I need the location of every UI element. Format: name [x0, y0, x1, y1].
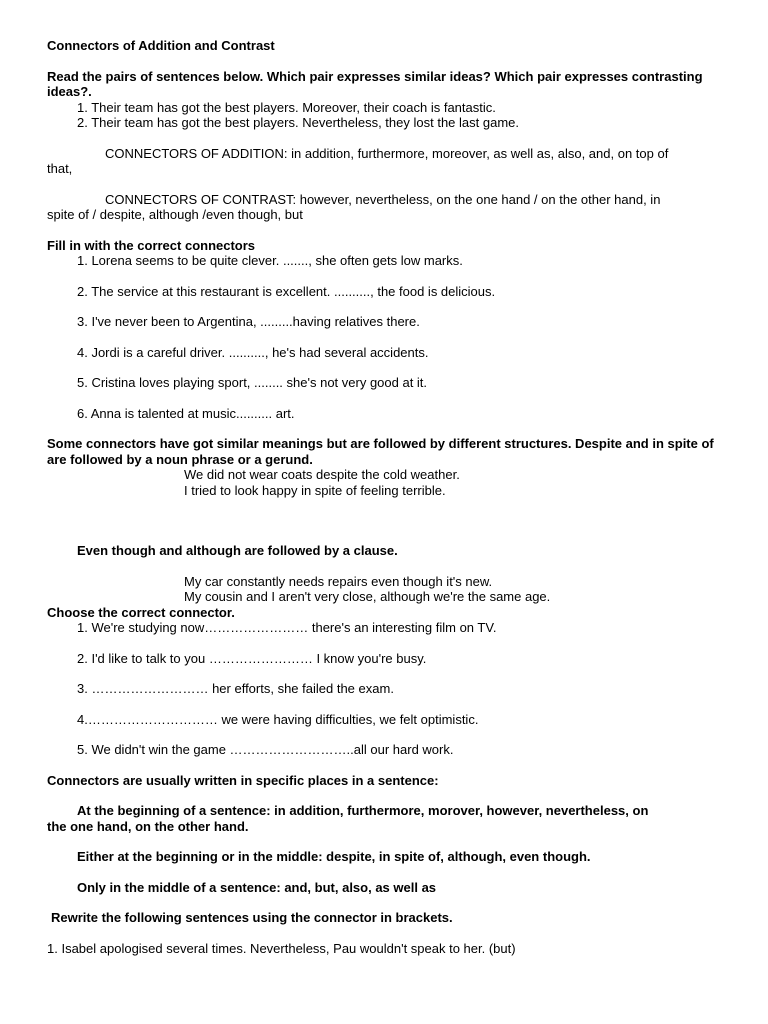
document-title: Connectors of Addition and Contrast	[47, 38, 275, 53]
choose-item-4: 4.………………………… we were having difficulties, we felt optimistic.	[77, 711, 479, 727]
fill-in-heading: Fill in with the correct connectors	[47, 237, 256, 253]
beginning-connectors-line-1: At the beginning of a sentence: in addition, furthermore, morover, however, nevertheless, on	[77, 803, 649, 818]
worksheet-page	[47, 38, 727, 956]
rewrite-heading: Rewrite the following sentences using the connector in brackets.	[51, 910, 453, 925]
fill-item-5: 5. Cristina loves playing sport, ........ she's not very good at it.	[77, 375, 428, 390]
structures-heading: Some connectors have got similar meanings but are followed by different structures. Despite and in spite of are followed by a noun phrase or a gerund.	[47, 436, 714, 467]
contrast-connectors-line-2: spite of / despite, although /even though, but	[47, 207, 303, 222]
rewrite-item-1: 1. Isabel apologised several times. Nevertheless, Pau wouldn't speak to her. (but)	[47, 940, 516, 956]
positions-heading: Connectors are usually written in specific places in a sentence:	[47, 772, 439, 788]
fill-item-6: 6. Anna is talented at music.......... art.	[77, 405, 295, 421]
addition-connectors-line-2: that,	[47, 161, 73, 176]
contrast-connectors-line-1: CONNECTORS OF CONTRAST: however, nevertheless, on the one hand / on the other hand, in	[105, 191, 661, 207]
sentence-pair-1: 1. Their team has got the best players. Moreover, their coach is fantastic.	[77, 99, 496, 115]
choose-heading: Choose the correct connector.	[47, 604, 235, 620]
pairs-question-heading: Read the pairs of sentences below. Which pair expresses similar ideas? Which pair expresses contrasting ideas?.	[47, 68, 703, 99]
although-example-1: My car constantly needs repairs even though it's new.	[184, 573, 493, 589]
beginning-connectors-line-2: the one hand, on the other hand.	[47, 818, 249, 834]
even-though-heading: Even though and although are followed by a clause.	[77, 543, 398, 558]
fill-item-3: 3. I've never been to Argentina, .........having relatives there.	[77, 314, 420, 329]
middle-connectors-line: Only in the middle of a sentence: and, but, also, as well as	[77, 879, 437, 895]
despite-example-1: We did not wear coats despite the cold weather.	[184, 467, 460, 482]
choose-item-3: 3. ……………………… her efforts, she failed the exam.	[77, 681, 394, 696]
either-connectors-line: Either at the beginning or in the middle: despite, in spite of, although, even though.	[77, 849, 591, 864]
addition-connectors-line-1: CONNECTORS OF ADDITION: in addition, furthermore, moreover, as well as, also, and, on top of	[105, 145, 669, 161]
fill-item-1: 1. Lorena seems to be quite clever. ......., she often gets low marks.	[77, 253, 463, 268]
fill-item-2: 2. The service at this restaurant is excellent. .........., the food is delicious.	[77, 283, 496, 299]
choose-item-2: 2. I'd like to talk to you …………………… I know you're busy.	[77, 650, 427, 666]
despite-example-2: I tried to look happy in spite of feeling terrible.	[184, 482, 446, 498]
although-example-2: My cousin and I aren't very close, although we're the same age.	[184, 589, 551, 604]
choose-item-1: 1. We're studying now…………………… there's an interesting film on TV.	[77, 620, 497, 635]
fill-item-4: 4. Jordi is a careful driver. .........., he's had several accidents.	[77, 344, 429, 360]
choose-item-5: 5. We didn't win the game ………………………..all our hard work.	[77, 742, 454, 757]
sentence-pair-2: 2. Their team has got the best players. Nevertheless, they lost the last game.	[77, 115, 519, 130]
